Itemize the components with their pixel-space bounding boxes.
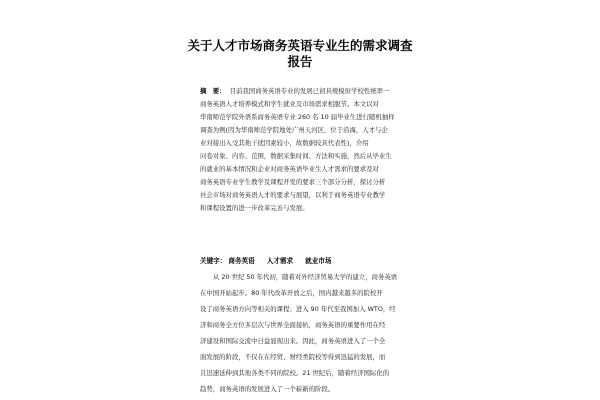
abstract-line: 业对接出入受其他干扰因素较小，故数据较具代表性)，介绍 (200, 139, 369, 147)
keyword: 商务英语 (228, 257, 255, 265)
body-line: 趋势，商务英语的发展进入了一个崭新的阶段。 (200, 385, 335, 393)
body-line: 济和商务全方位多层次与世界全面接轨，商务英语的重要作用在经 (200, 321, 386, 329)
abstract-line: 社会市场对商务英语人才的要求与展望，以利于商务英语专业教学 (200, 191, 386, 199)
keywords-line (200, 257, 344, 265)
body-line: 济建设和国际交流中日益显现出来。因此，商务英语进入了一个全 (200, 337, 386, 345)
keyword: 就业市场 (305, 257, 332, 265)
abstract-line: 的就业的基本情况和企业对商务英语毕业生人才需求的要求及对 (200, 165, 379, 173)
abstract-line: 问卷对象、内容、范围，数据采集时间、方法和实施，然后从毕业生 (200, 152, 392, 160)
body-line: 且迅速延伸到其他各类不同的院校。21 世纪后，随着经济国际化的 (200, 369, 390, 377)
abstract-line: 商务英语专业学生教学及课程开发的要求三个部分分析，探讨分析 (200, 178, 386, 186)
abstract-line: 和课程设置的进一步改革完善与发展。 (200, 204, 309, 212)
abstract-first-line (200, 87, 389, 95)
abstract-line: 商务英语人才培养模式和学生就业及市场需求相脱节。本文以对 (200, 100, 379, 108)
body-line: 设了商务英语方向等相关的课程；进入 90 年代至我国加入 WTO，经 (200, 305, 396, 313)
abstract-line: 调查为例(因为华南师范学院地处广州天河区，位于沿海，人才与企 (200, 126, 388, 134)
abstract-line: 华南师范学院外语系商务英语专业 260 名 10 届毕业生进行随机抽样 (200, 113, 395, 121)
abstract-label: 摘 要： (200, 87, 226, 95)
body-line: 从 20 世纪 50 年代初，随着对外经济贸易大学的建立，商务英语 (213, 273, 398, 281)
keywords-label: 关键字： (200, 257, 227, 265)
body-line: 在中国开始起步。80 年代改革开放之后，国内越来越多的院校开 (200, 289, 383, 297)
abstract-line: 目前我国商务英语专业的发展已初具规模但学校性统率一 (229, 87, 390, 95)
document-title-line-1: 关于人才市场商务英语专业生的需求调查 (187, 38, 413, 53)
keyword: 人才需求 (266, 257, 294, 265)
document-title-line-2: 报告 (287, 54, 313, 69)
body-line: 面发展的阶段，不仅在在经贸、财经类院校等得到迅猛的发展，而 (200, 353, 386, 361)
